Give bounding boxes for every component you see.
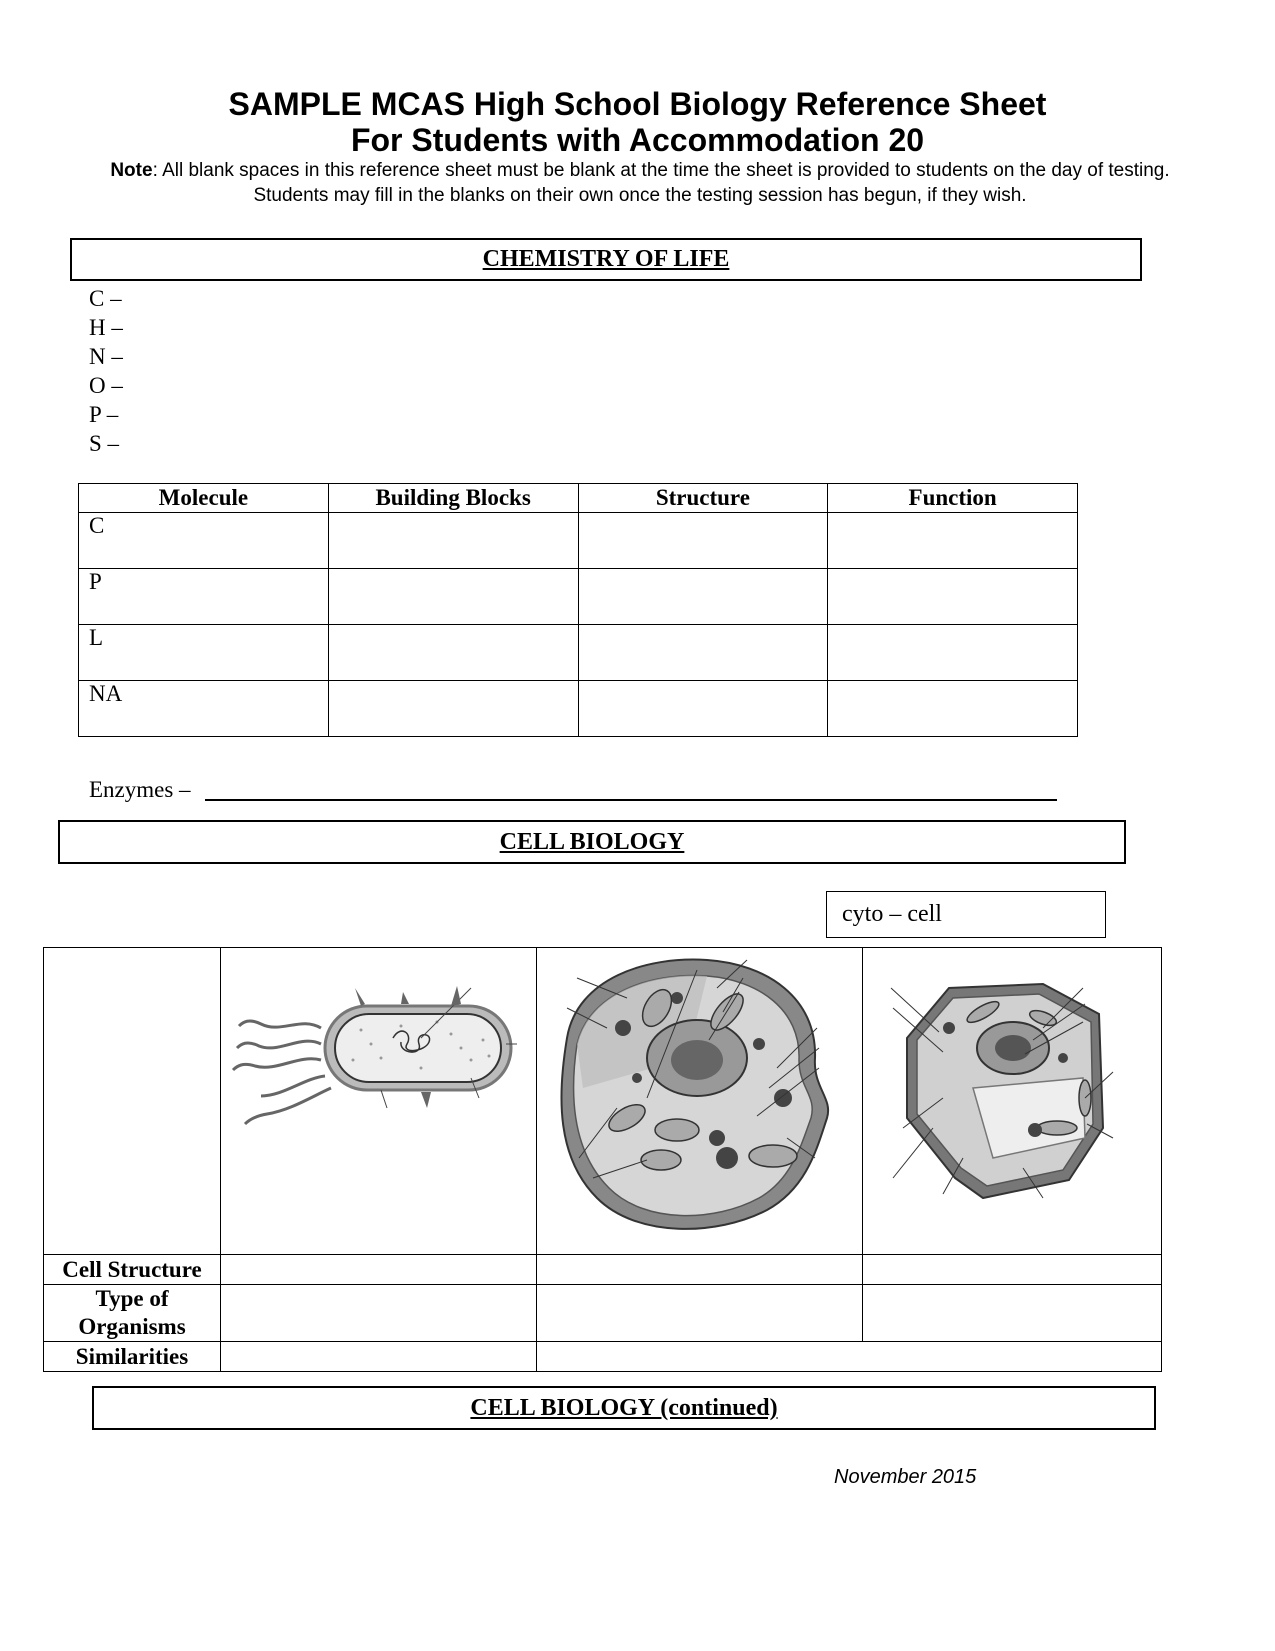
cell-biology-continued-heading: CELL BIOLOGY (continued)	[470, 1395, 778, 1421]
element-item: C –	[89, 286, 122, 311]
organisms-label-line2: Organisms	[78, 1314, 186, 1339]
diagram-row	[44, 948, 1162, 1255]
element-item: N –	[89, 344, 123, 369]
function-header: Function	[828, 484, 1078, 513]
similarities-label: Similarities	[44, 1342, 221, 1372]
molecule-cell: P	[79, 569, 329, 625]
enzymes-label: Enzymes –	[89, 777, 191, 802]
element-item: O –	[89, 373, 123, 398]
table-row	[79, 625, 1078, 681]
blank-cell	[828, 569, 1078, 625]
element-item: S –	[89, 431, 120, 456]
organisms-label-line1: Type of	[95, 1286, 169, 1311]
blank-cell	[537, 1285, 863, 1342]
blank-cell	[863, 1255, 1162, 1285]
bacterial-cell-cell	[221, 948, 537, 1255]
blank-cell	[221, 1342, 537, 1372]
footer-date: November 2015	[834, 1466, 977, 1488]
building-blocks-header: Building Blocks	[328, 484, 578, 513]
bacterial-cell-diagram	[221, 948, 537, 1254]
table-row	[79, 681, 1078, 737]
table-row	[44, 1255, 1162, 1285]
animal-cell-diagram	[537, 948, 863, 1254]
blank-cell	[221, 1285, 537, 1342]
table-row	[44, 1342, 1162, 1372]
blank-cell	[863, 1285, 1162, 1342]
molecule-table-header	[79, 484, 1078, 513]
table-row	[79, 569, 1078, 625]
table-row	[44, 1285, 1162, 1342]
cell-biology-heading: CELL BIOLOGY	[499, 829, 685, 855]
blank-cell	[44, 948, 221, 1255]
molecule-cell: C	[79, 513, 329, 569]
molecule-cell: NA	[79, 681, 329, 737]
cell-types-table	[43, 947, 1162, 1372]
molecule-table	[78, 483, 1078, 737]
blank-cell	[328, 569, 578, 625]
blank-cell	[578, 569, 828, 625]
page-title-line1: SAMPLE MCAS High School Biology Reference Sheet	[228, 86, 1047, 122]
animal-cell-cell	[537, 948, 863, 1255]
blank-cell	[328, 625, 578, 681]
molecule-header: Molecule	[79, 484, 329, 513]
cyto-box: cyto – cell	[826, 891, 1106, 938]
blank-cell	[537, 1255, 863, 1285]
element-item: P –	[89, 402, 119, 427]
table-row	[79, 513, 1078, 569]
blank-cell	[828, 681, 1078, 737]
element-list	[89, 284, 123, 458]
blank-cell	[578, 513, 828, 569]
blank-cell	[578, 681, 828, 737]
plant-cell-diagram	[863, 948, 1162, 1254]
cell-biology-heading-box	[58, 820, 1126, 864]
note	[80, 158, 1200, 208]
structure-header: Structure	[578, 484, 828, 513]
cell-structure-label: Cell Structure	[44, 1255, 221, 1285]
blank-cell	[828, 625, 1078, 681]
blank-cell	[328, 681, 578, 737]
enzymes-blank-line	[205, 799, 1057, 801]
plant-cell-cell	[863, 948, 1162, 1255]
blank-cell	[578, 625, 828, 681]
note-label: Note	[110, 160, 153, 181]
note-text: : All blank spaces in this reference sheet must be blank at the time the sheet is provided to students on the day of testing. Students may fill in the blanks on their own once the testing session has begun, if they wish.	[152, 160, 1170, 206]
element-item: H –	[89, 315, 123, 340]
type-of-organisms-label	[44, 1285, 221, 1342]
chemistry-heading-box	[70, 238, 1142, 281]
molecule-cell: L	[79, 625, 329, 681]
chemistry-heading: CHEMISTRY OF LIFE	[482, 246, 730, 272]
blank-cell	[537, 1342, 1162, 1372]
page-title-line2: For Students with Accommodation 20	[350, 122, 925, 158]
cell-biology-continued-box	[92, 1386, 1156, 1430]
blank-cell	[328, 513, 578, 569]
blank-cell	[828, 513, 1078, 569]
blank-cell	[221, 1255, 537, 1285]
